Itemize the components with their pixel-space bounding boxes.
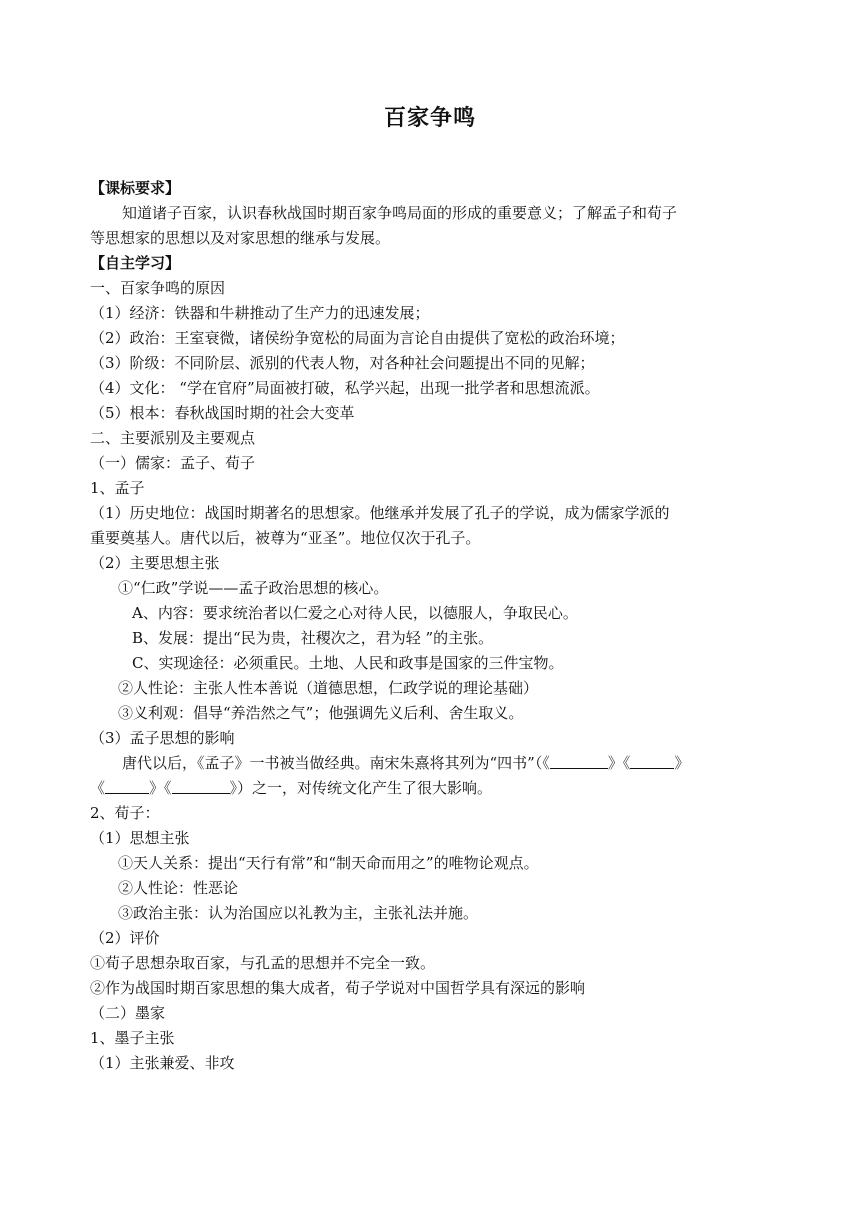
outline-item: （5）根本：春秋战国时期的社会大变革 (90, 404, 355, 422)
outline-item: （1）历史地位：战国时期著名的思想家。他继承并发展了孔子的学说，成为儒家学派的 (90, 504, 670, 522)
fill-in-line (90, 776, 770, 801)
outline-item: （2）主要思想主张 (90, 554, 220, 572)
outline-item: （4）文化： “学在官府”局面被打破，私学兴起，出现一批学者和思想流派。 (90, 379, 600, 397)
outline-item: （1）经济：铁器和牛耕推动了生产力的迅速发展； (90, 304, 430, 322)
paragraph-text: 《 (90, 779, 106, 797)
section-heading-curriculum: 【课标要求】 (90, 179, 181, 197)
paragraph-text: 》《 (149, 779, 172, 797)
outline-item: ②作为战国时期百家思想的集大成者，荀子学说对中国哲学具有深远的影响 (90, 979, 586, 997)
outline-item: （2）评价 (90, 929, 160, 947)
outline-subheading: 2、荀子： (90, 804, 160, 822)
paragraph-line: 知道诸子百家，认识春秋战国时期百家争鸣局面的形成的重要意义；了解孟子和荀子 (122, 204, 678, 222)
outline-item: ③义利观：倡导“养浩然之气”；他强调先义后利、舍生取义。 (118, 704, 524, 722)
section-heading-self-study: 【自主学习】 (90, 254, 181, 272)
outline-subheading: （一）儒家：孟子、荀子 (90, 454, 256, 472)
outline-item: B、发展：提出“民为贵，社稷次之，君为轻 ”的主张。 (132, 629, 494, 647)
outline-item: （3）孟子思想的影响 (90, 729, 235, 747)
document-body (90, 176, 770, 1076)
outline-item: ①荀子思想杂取百家，与孔孟的思想并不完全一致。 (90, 954, 436, 972)
outline-item: （2）政治：王室衰微，诸侯纷争宽松的局面为言论自由提供了宽松的政治环境； (90, 329, 625, 347)
answer-blank[interactable] (550, 752, 608, 769)
outline-item: ②人性论：主张人性本善说（道德思想，仁政学说的理论基础） (118, 679, 539, 697)
answer-blank[interactable] (630, 752, 674, 769)
outline-heading: 一、百家争鸣的原因 (90, 279, 226, 297)
outline-subheading: 1、孟子 (90, 479, 145, 497)
outline-item: ③政治主张：认为治国应以礼教为主，主张礼法并施。 (118, 904, 479, 922)
paragraph-text: 》 (674, 754, 690, 772)
outline-subheading: 1、墨子主张 (90, 1029, 175, 1047)
fill-in-line (90, 751, 770, 776)
paragraph-line: 重要奠基人。唐代以后，被尊为“亚圣”。地位仅次于孔子。 (90, 529, 481, 547)
outline-subheading: （二）墨家 (90, 1004, 166, 1022)
paragraph-line: 等思想家的思想以及对家思想的继承与发展。 (90, 229, 391, 247)
paragraph-text: 》《 (607, 754, 631, 772)
outline-item: （1）思想主张 (90, 829, 190, 847)
outline-item: ①天人关系：提出“天行有常”和“制天命而用之”的唯物论观点。 (118, 854, 539, 872)
answer-blank[interactable] (105, 777, 149, 794)
paragraph-text: 》）之一，对传统文化产生了很大影响。 (229, 779, 493, 797)
page-title: 百家争鸣 (383, 106, 476, 131)
outline-item: ②人性论：性恶论 (118, 879, 239, 897)
outline-item: （3）阶级：不同阶层、派别的代表人物，对各种社会问题提出不同的见解； (90, 354, 595, 372)
outline-item: ①“仁政”学说——孟子政治思想的核心。 (118, 579, 389, 597)
paragraph-text: 唐代以后，《孟子》一书被当做经典。南宋朱熹将其列为“四书”（《 (122, 754, 550, 772)
outline-heading: 二、主要派别及主要观点 (90, 429, 256, 447)
outline-item: C、实现途径：必须重民。土地、人民和政事是国家的三件宝物。 (132, 654, 564, 672)
answer-blank[interactable] (172, 777, 230, 794)
outline-item: A、内容：要求统治者以仁爱之心对待人民，以德服人，争取民心。 (132, 604, 578, 622)
outline-item: （1）主张兼爱、非攻 (90, 1054, 235, 1072)
